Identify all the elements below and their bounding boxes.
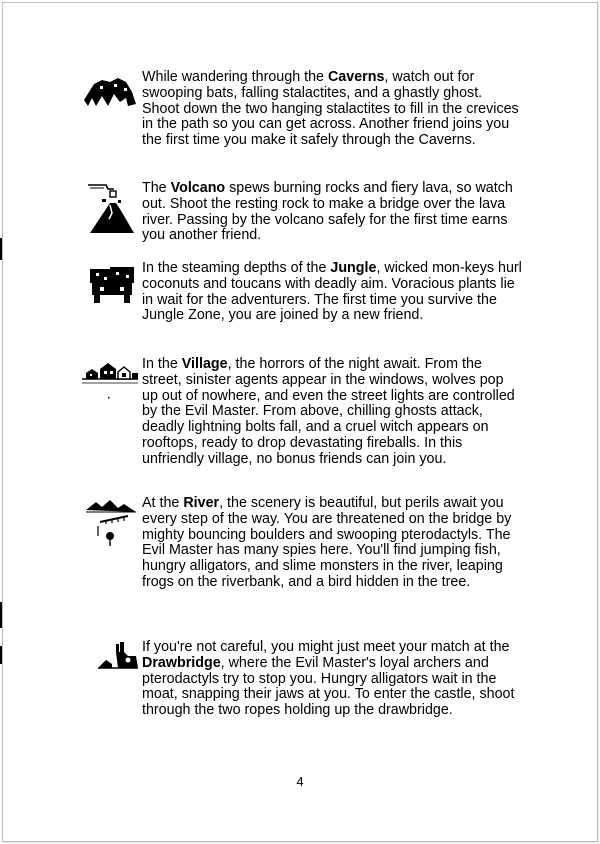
section-text: While wandering through the Caverns, watch out for swooping bats, falling stalactites, and a ghastly ghost. Shoot down the two hanging stalactites to fill in the crevices in the path so you can get across. Another friend joins you the first time you make it safely through the Caverns.: [142, 69, 519, 149]
section-text: The Volcano spews burning rocks and fiery lava, so watch out. Shoot the resting rock to make a bridge over the lava river. Passing by the volcano safely for the first time earns you another friend.: [142, 180, 513, 244]
scan-mark: [0, 646, 2, 664]
section-keyword: River: [183, 495, 220, 511]
scan-mark: [0, 602, 2, 628]
section-text: In the steaming depths of the Jungle, wicked mon-keys hurl coconuts and toucans with deadly aim. Voracious plants lie in wait for the adventurers. The first time you survive the Jungle Zone, you are joined by a new friend.: [142, 260, 522, 324]
jungle-icon: [80, 263, 140, 311]
section-keyword: Drawbridge: [142, 654, 221, 671]
section-keyword: Jungle: [330, 260, 377, 276]
river-icon: [80, 498, 140, 546]
scan-mark: [0, 238, 2, 260]
caverns-icon: [80, 72, 140, 120]
page-number: 4: [296, 774, 304, 789]
drawbridge-icon: [80, 640, 140, 688]
section-keyword: Volcano: [170, 180, 226, 196]
section-keyword: Village: [181, 356, 228, 372]
section-text: If you're not careful, you might just meet your match at the Drawbridge, where the Evil Master's loyal archers and pterodactyls try to stop you. Hungry alligators wait in the moat, snapping their jaws at you. To enter the castle, shoot through the two ropes holding up the drawbridge.: [142, 639, 515, 719]
section-keyword: Caverns: [327, 69, 385, 85]
section-text: In the Village, the horrors of the night await. From the street, sinister agents appear in the windows, wolves pop up out of nowhere, and even the street lights are controlled by the Evil Master. From above, chilling ghosts attack, deadly lightning bolts fall, and a cruel witch appears on rooftops, ready to drop devastating fireballs. In this unfriendly village, no bonus friends can join you.: [142, 356, 515, 467]
section-text: At the River, the scenery is beautiful, but perils await you every step of the way. You are threatened on the bridge by mighty bouncing boulders and swooping pterodactyls. The Evil Master has many spies here. You'll find jumping fish, hungry alligators, and slime monsters in the river, leaping frogs on the riverbank, and a bird hidden in the tree.: [142, 495, 512, 590]
volcano-icon: [80, 183, 140, 231]
village-icon: [80, 359, 140, 407]
